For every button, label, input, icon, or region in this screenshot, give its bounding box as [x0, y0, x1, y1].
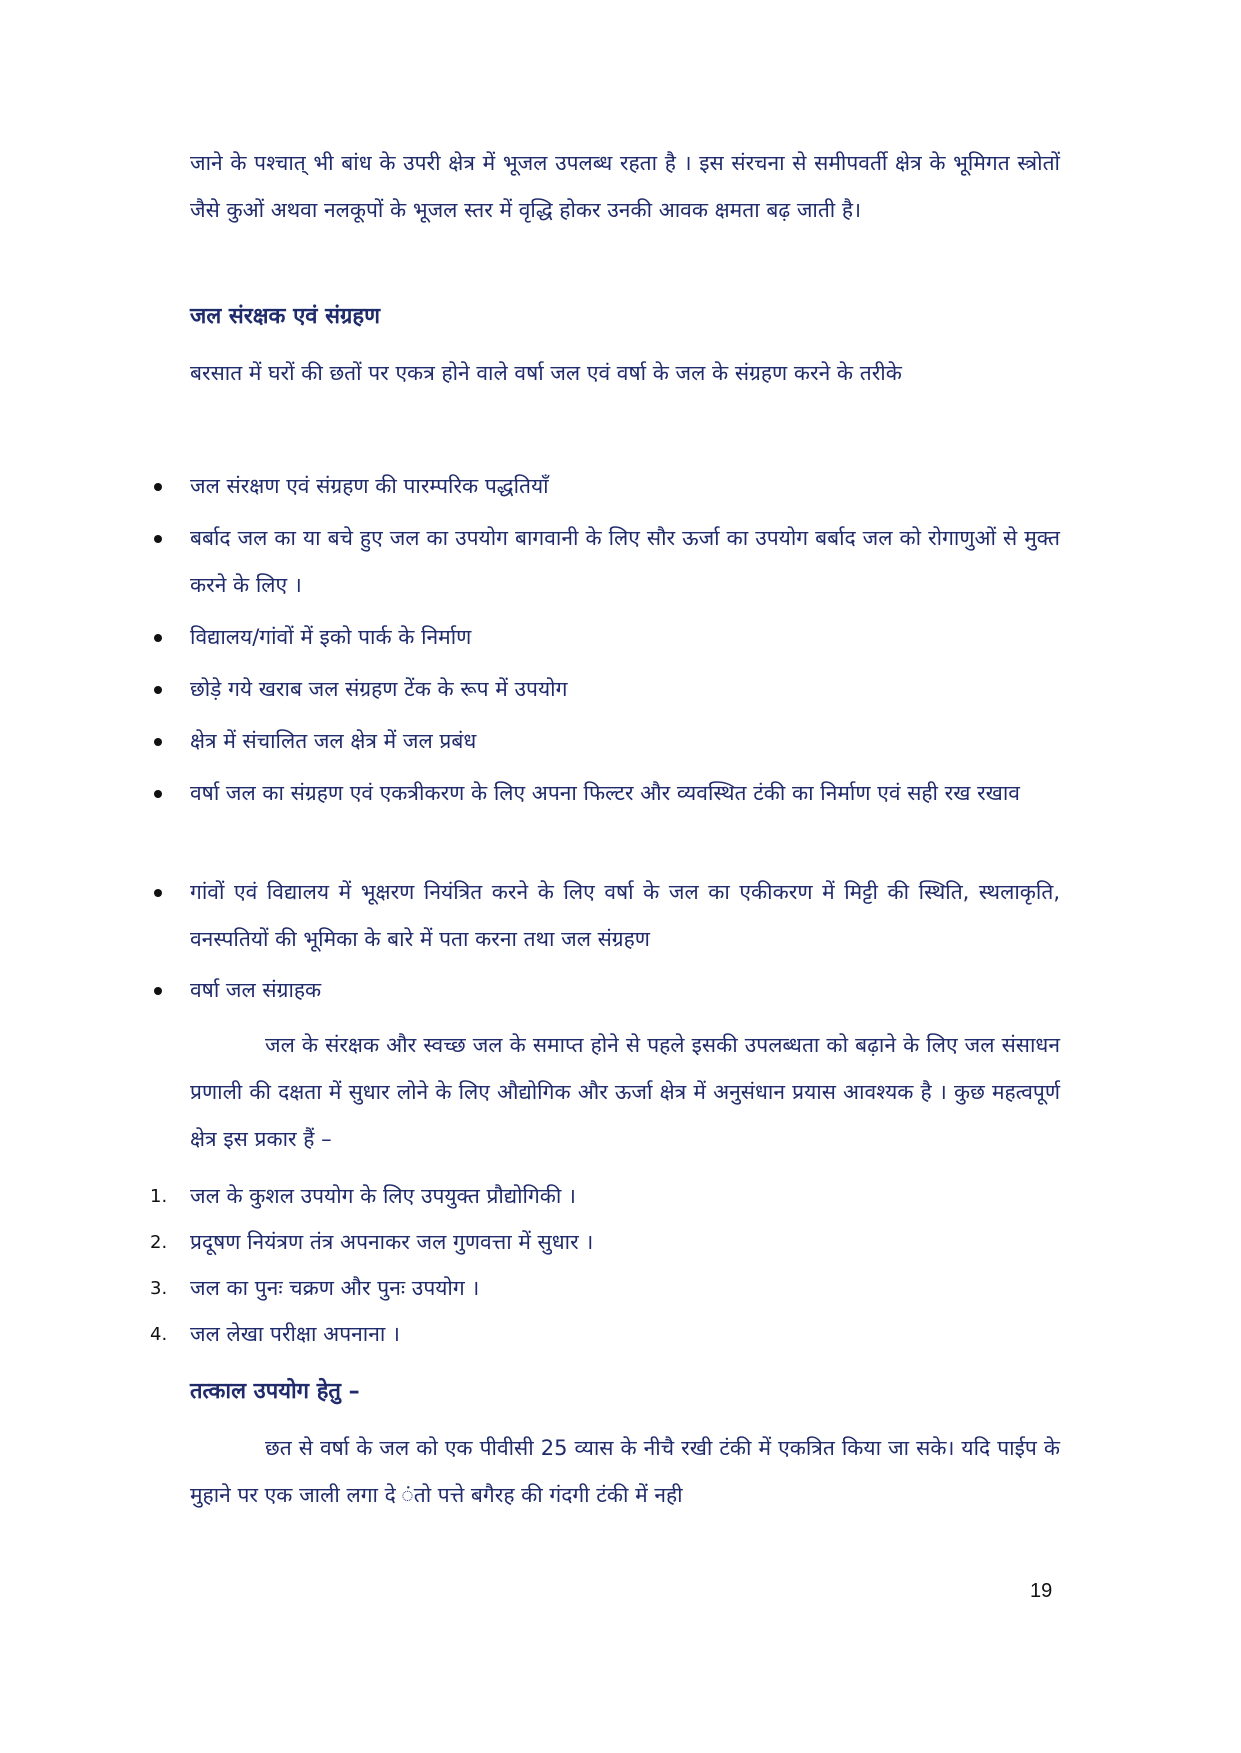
list-item: गांवों एवं विद्यालय में भूक्षरण नियंत्रित करने के लिए वर्षा के जल का एकीकरण में मिट्टी की स्थिति, स्थलाकृति, वनस्पतियों की भूमिका के बारे में पता करना तथा जल संग्रहण	[190, 880, 1060, 951]
immediate-use-paragraph: छत से वर्षा के जल को एक पीवीसी 25 व्यास के नीचै रखी टंकी में एकत्रित किया जा सके। यदि पाईप के मुहाने पर एक जाली लगा दे ंतो पत्ते बगैरह की गंदगी टंकी में नही	[190, 1436, 1060, 1507]
list-item: वर्षा जल का संग्रहण एवं एकत्रीकरण के लिए अपना फिल्टर और व्यवस्थित टंकी का निर्माण एवं सही रख रखाव	[190, 781, 1020, 805]
bullet-dot	[154, 889, 162, 897]
bullet-dot	[154, 987, 162, 995]
intro-paragraph: जाने के पश्चात् भी बांध के उपरी क्षेत्र में भूजल उपलब्ध रहता है । इस संरचना से समीपवर्ती क्षेत्र के भूमिगत स्त्रोतों जैसे कुओं अथवा नलकूपों के भूजल स्तर में वृद्धि होकर उनकी आवक क्षमता बढ़ जाती है।	[190, 151, 1060, 222]
bullet-dot	[154, 535, 162, 543]
list-item: जल के कुशल उपयोग के लिए उपयुक्त प्रौद्योगिकी ।	[190, 1184, 576, 1208]
research-paragraph: जल के संरक्षक और स्वच्छ जल के समाप्त होने से पहले इसकी उपलब्धता को बढ़ाने के लिए जल संसाधन प्रणाली की दक्षता में सुधार लोने के लिए औद्योगिक और ऊर्जा क्षेत्र में अनुसंधान प्रयास आवश्यक है । कुछ महत्वपूर्ण क्षेत्र इस प्रकार हैं –	[190, 1033, 1060, 1151]
section-heading-immediate-use: तत्काल उपयोग हेतु –	[190, 1379, 360, 1404]
list-item: जल संरक्षण एवं संग्रहण की पारम्परिक पद्धतियाँ	[190, 474, 549, 498]
list-item: प्रदूषण नियंत्रण तंत्र अपनाकर जल गुणवत्ता में सुधार ।	[190, 1230, 594, 1254]
list-item: जल लेखा परीक्षा अपनाना ।	[190, 1322, 400, 1346]
bullet-dot	[154, 738, 162, 746]
section-heading-water-conservation: जल संरक्षक एवं संग्रहण	[190, 304, 381, 329]
bullet-dot	[154, 634, 162, 642]
section-paragraph-rainwater: बरसात में घरों की छतों पर एकत्र होने वाले वर्षा जल एवं वर्षा के जल के संग्रहण करने के तरीके	[190, 361, 902, 385]
list-number: 2.	[150, 1232, 168, 1253]
list-item: वर्षा जल संग्राहक	[190, 978, 322, 1002]
list-item: जल का पुनः चक्रण और पुनः उपयोग ।	[190, 1276, 480, 1300]
list-number: 4.	[150, 1324, 168, 1345]
list-item: बर्बाद जल का या बचे हुए जल का उपयोग बागवानी के लिए सौर ऊर्जा का उपयोग बर्बाद जल को रोगाणुओं से मुक्त करने के लिए ।	[190, 526, 1060, 597]
list-number: 1.	[150, 1186, 168, 1207]
list-item: क्षेत्र में संचालित जल क्षेत्र में जल प्रबंध	[190, 729, 477, 753]
bullet-dot	[154, 790, 162, 798]
list-item: विद्यालय/गांवों में इको पार्क के निर्माण	[190, 625, 472, 649]
page-number: 19	[1030, 1580, 1053, 1602]
list-number: 3.	[150, 1278, 168, 1299]
bullet-dot	[154, 483, 162, 491]
list-item: छोड़े गये खराब जल संग्रहण टेंक के रूप में उपयोग	[190, 677, 568, 701]
bullet-dot	[154, 686, 162, 694]
